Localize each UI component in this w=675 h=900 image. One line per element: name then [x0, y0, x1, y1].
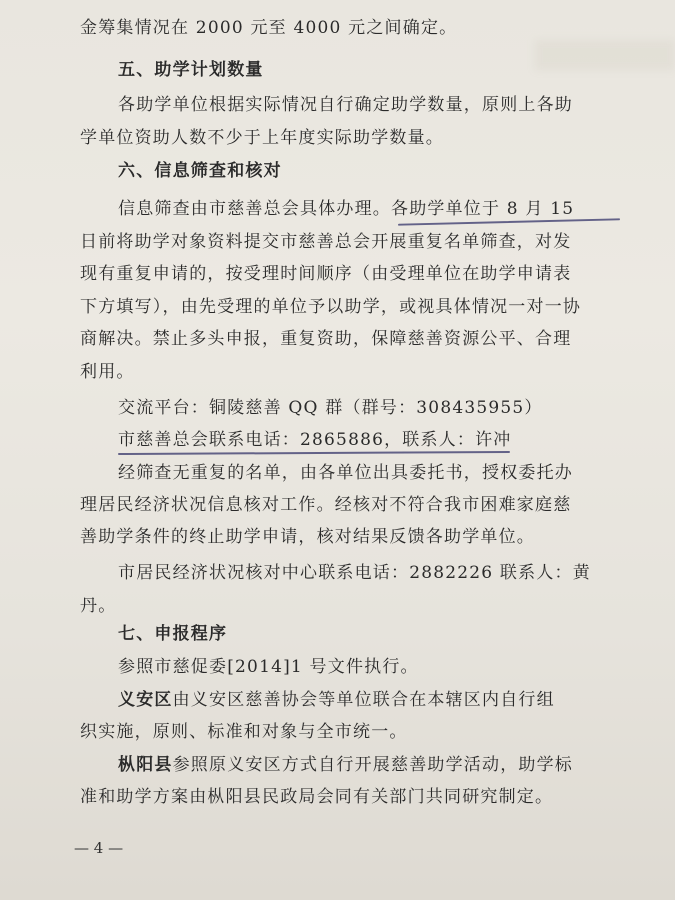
contact-line: 市慈善总会联系电话：2865886，联系人：许冲 — [118, 430, 512, 450]
text-line: 善助学条件的终止助学申请，核对结果反馈各助学单位。 — [80, 527, 535, 547]
ink-underline-deadline — [398, 218, 620, 225]
text-line: 利用。 — [80, 362, 135, 382]
section-heading-7: 七、申报程序 — [118, 624, 228, 644]
text-line: 下方填写），由先受理的单位予以助学，或视具体情况一对一协 — [80, 297, 582, 317]
section-heading-6: 六、信息筛查和核对 — [118, 161, 282, 181]
bold-label-yian: 义安区 — [118, 690, 173, 710]
ink-underline-contact — [118, 451, 510, 455]
yian-line: 义安区由义安区慈善协会等单位联合在本辖区内自行组 — [118, 690, 555, 710]
text-line: 现有重复申请的，按受理时间顺序（由受理单位在助学申请表 — [80, 264, 572, 284]
section-heading-5: 五、助学计划数量 — [118, 60, 264, 80]
text-line: 各助学单位根据实际情况自行确定助学数量，原则上各助 — [118, 95, 573, 115]
text-line: 丹。 — [80, 596, 117, 616]
bold-label-zongyang: 枞阳县 — [118, 755, 173, 775]
text-line: 学单位资助人数不少于上年度实际助学数量。 — [80, 128, 444, 148]
text-line: 理居民经济状况信息核对工作。经核对不符合我市困难家庭慈 — [80, 495, 572, 515]
text-line: 金筹集情况在 2000 元至 4000 元之间确定。 — [80, 18, 458, 38]
text-line: 信息筛查由市慈善总会具体办理。各助学单位于 8 月 15 — [118, 199, 575, 219]
text-line: 准和助学方案由枞阳县民政局会同有关部门共同研究制定。 — [80, 787, 554, 807]
text-line: 经筛查无重复的名单，由各单位出具委托书，授权委托办 — [118, 463, 573, 483]
text-line: 商解决。禁止多头申报，重复资助，保障慈善资源公平、合理 — [80, 329, 572, 349]
text-line: 参照市慈促委[2014]1 号文件执行。 — [118, 657, 419, 677]
page-number: — 4 — — [74, 839, 124, 857]
zongyang-line: 枞阳县参照原义安区方式自行开展慈善助学活动，助学标 — [118, 755, 574, 775]
text-line: 市居民经济状况核对中心联系电话：2882226 联系人：黄 — [118, 563, 591, 583]
text-line: 织实施，原则、标准和对象与全市统一。 — [80, 722, 408, 742]
qq-group-line: 交流平台：铜陵慈善 QQ 群（群号：308435955） — [118, 398, 543, 418]
text-line: 日前将助学对象资料提交市慈善总会开展重复名单筛查，对发 — [80, 232, 572, 252]
